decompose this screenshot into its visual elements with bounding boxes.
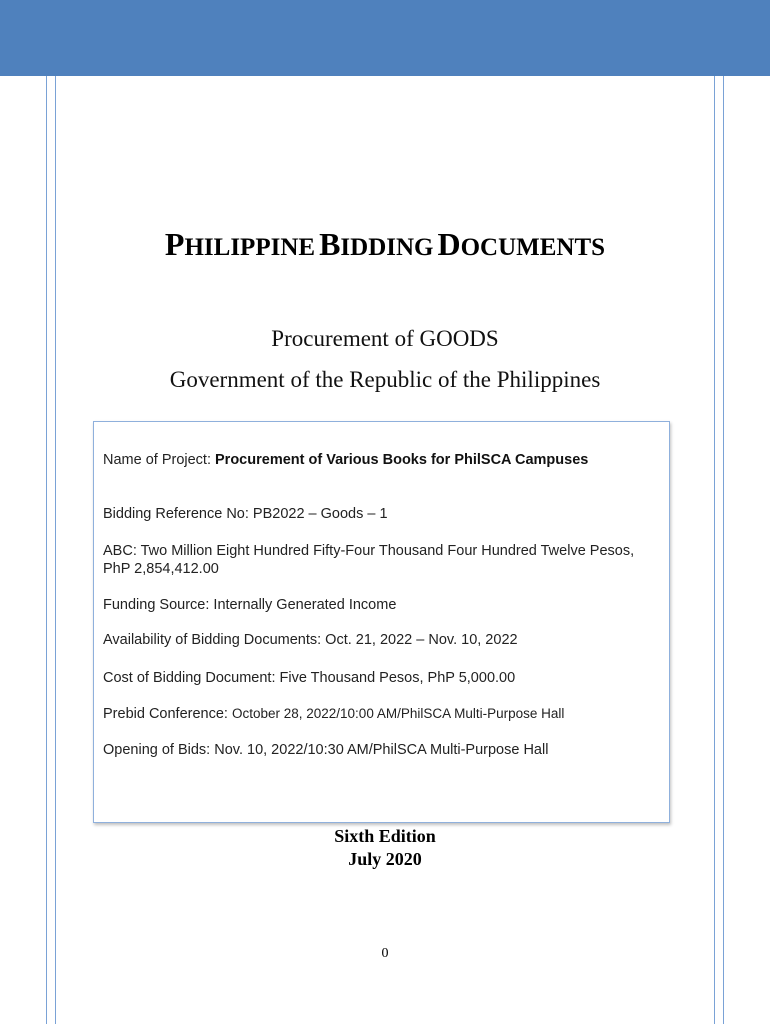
availability-dates: Availability of Bidding Documents: Oct. 21, 2022 – Nov. 10, 2022 bbox=[103, 632, 518, 648]
bidding-reference: Bidding Reference No: PB2022 – Goods – 1 bbox=[103, 506, 388, 522]
project-info-box bbox=[93, 421, 670, 823]
abc-amount: ABC: Two Million Eight Hundred Fifty-Four Thousand Four Hundred Twelve Pesos, PhP 2,854,412.00 bbox=[103, 543, 635, 577]
prebid-label: Prebid Conference: bbox=[103, 706, 232, 722]
subtitle-government: Government of the Republic of the Philippines bbox=[169, 367, 601, 392]
left-border-line bbox=[46, 76, 47, 1024]
right-border-line-inner bbox=[714, 76, 715, 1024]
prebid-conference-row bbox=[103, 705, 663, 723]
header-band bbox=[0, 0, 770, 76]
right-border-line bbox=[723, 76, 724, 1024]
document-title-text: PHILIPPINE BIDDING DOCUMENTS bbox=[164, 226, 606, 262]
project-name-row bbox=[103, 451, 663, 469]
opening-of-bids: Opening of Bids: Nov. 10, 2022/10:30 AM/PhilSCA Multi-Purpose Hall bbox=[103, 742, 549, 758]
subtitle-procurement: Procurement of GOODS bbox=[271, 326, 499, 351]
project-name-label: Name of Project: bbox=[103, 452, 216, 468]
bidding-document-cost: Cost of Bidding Document: Five Thousand Pesos, PhP 5,000.00 bbox=[103, 670, 516, 686]
edition-label: Sixth Edition bbox=[334, 826, 436, 846]
project-name-value: Procurement of Various Books for PhilSCA Campuses bbox=[215, 452, 589, 468]
edition-date: July 2020 bbox=[348, 849, 422, 869]
prebid-value: October 28, 2022/10:00 AM/PhilSCA Multi-Purpose Hall bbox=[231, 706, 565, 721]
document-title bbox=[0, 226, 770, 263]
left-border-line-inner bbox=[55, 76, 56, 1024]
funding-source: Funding Source: Internally Generated Income bbox=[103, 597, 397, 613]
page-number: 0 bbox=[381, 946, 389, 961]
